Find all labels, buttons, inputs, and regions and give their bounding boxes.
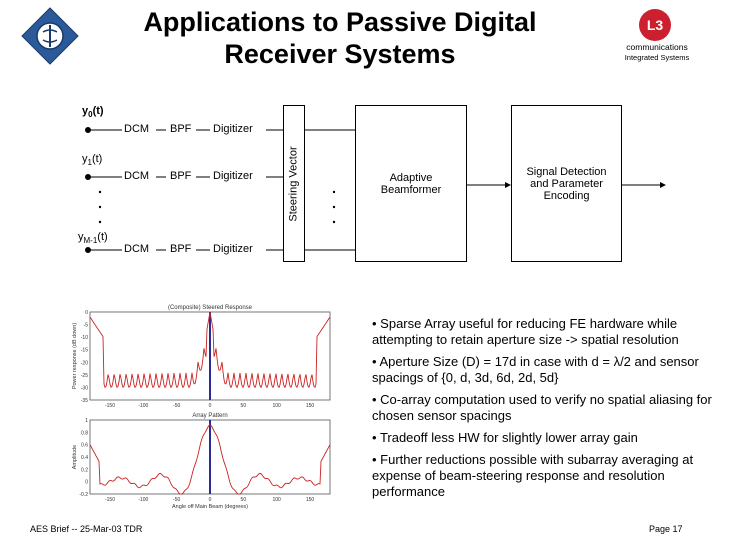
top-ytick-label: -5	[83, 322, 88, 329]
bottom-xtick-label: 50	[240, 497, 247, 503]
title-line-2: Receiver Systems	[224, 39, 456, 69]
bottom-ytick-label: -0.2	[79, 492, 88, 498]
bottom-plot-ylabel: Amplitude	[72, 444, 78, 470]
bpf-box-1: BPF	[170, 170, 192, 182]
top-ytick-label: -25	[80, 372, 88, 379]
top-xtick-label: -100	[138, 403, 149, 409]
top-plot-title: (Composite) Steered Response	[167, 305, 253, 311]
top-ytick-label: -15	[80, 347, 88, 354]
bottom-plot-xlabel: Angle off Main Beam (degrees)	[171, 504, 249, 510]
signal-detection-label: Signal Detection and Parameter Encoding	[526, 165, 607, 202]
top-ytick-label: -10	[80, 335, 88, 342]
bottom-ytick-label: 0.4	[81, 455, 88, 461]
footer-left: AES Brief -- 25-Mar-03 TDR	[30, 524, 143, 534]
steering-vector-box	[283, 105, 305, 262]
top-xtick-label: 100	[272, 403, 281, 409]
bullet-list	[372, 316, 712, 506]
bullet-item: • Further reductions possible with subarray averaging at expense of beam-steering response and resolution performance	[372, 452, 694, 499]
bpf-box-0: BPF	[170, 123, 192, 135]
title-line-1: Applications to Passive Digital	[143, 7, 537, 37]
bullet-item: • Co-array computation used to verify no spatial aliasing for chosen sensor spacings	[372, 392, 712, 423]
top-ytick-label: 0	[85, 310, 88, 316]
dcm-box-0: DCM	[124, 123, 150, 135]
steering-vector-label: Steering Vector	[288, 145, 300, 222]
top-ytick-label: -20	[80, 360, 88, 367]
bullet-item: • Aperture Size (D) = 17d in case with d = λ/2 and sensor spacings of {0, d, 3d, 6d, 2d, 5d}	[372, 354, 699, 385]
digitizer-box-0: Digitizer	[213, 123, 253, 135]
input-label-2: $y_{M-1}(t)$	[78, 231, 108, 246]
top-xtick-label: 0	[208, 403, 212, 409]
digitizer-box-2: Digitizer	[213, 243, 253, 255]
bottom-ytick-label: 0.8	[81, 430, 88, 437]
dcm-box-2: DCM	[124, 243, 150, 255]
top-xtick-label: -50	[173, 403, 181, 409]
bpf-box-2: BPF	[170, 243, 192, 255]
bottom-xtick-label: 150	[305, 497, 315, 503]
top-xtick-label: 50	[240, 403, 247, 409]
top-ytick-label: -35	[80, 398, 88, 404]
adaptive-beamformer-label: Adaptive Beamformer	[380, 171, 442, 196]
bottom-xtick-label: 100	[272, 497, 281, 503]
bottom-ytick-label: 0.2	[81, 467, 88, 474]
bottom-ytick-label: 0	[85, 479, 88, 486]
top-plot-ylabel: Power response (dB down)	[72, 322, 78, 390]
top-xtick-label: 150	[305, 403, 315, 409]
bottom-ytick-label: 1	[85, 418, 88, 424]
plots-figure	[70, 300, 340, 520]
bottom-xtick-label: -100	[138, 497, 149, 503]
svg-text:L3: L3	[646, 17, 664, 33]
input-label-0: $y_0(t)$	[82, 105, 104, 120]
digitizer-box-1: Digitizer	[213, 170, 253, 182]
input-label-1: $y_1(t)$	[82, 153, 103, 168]
bottom-xtick-label: -150	[104, 497, 116, 503]
bullet-item: • Tradeoff less HW for slightly lower array gain	[372, 430, 638, 445]
bullet-item: • Sparse Array useful for reducing FE hardware while attempting to retain aperture size -> spatial resolution	[372, 316, 679, 347]
adaptive-beamformer-box	[355, 105, 467, 262]
top-xtick-label: -150	[104, 403, 116, 409]
bottom-xtick-label: 0	[208, 497, 212, 503]
brand-division: Integrated Systems	[624, 53, 690, 62]
bottom-xtick-label: -50	[173, 497, 181, 503]
signal-detection-box	[511, 105, 622, 262]
brand-name: communications	[626, 42, 688, 52]
dcm-box-1: DCM	[124, 170, 150, 182]
bottom-plot-title: Array Pattern	[192, 413, 228, 419]
footer-page-number: Page 17	[649, 524, 683, 534]
bottom-ytick-label: 0.6	[81, 442, 88, 449]
top-ytick-label: -30	[80, 385, 88, 392]
